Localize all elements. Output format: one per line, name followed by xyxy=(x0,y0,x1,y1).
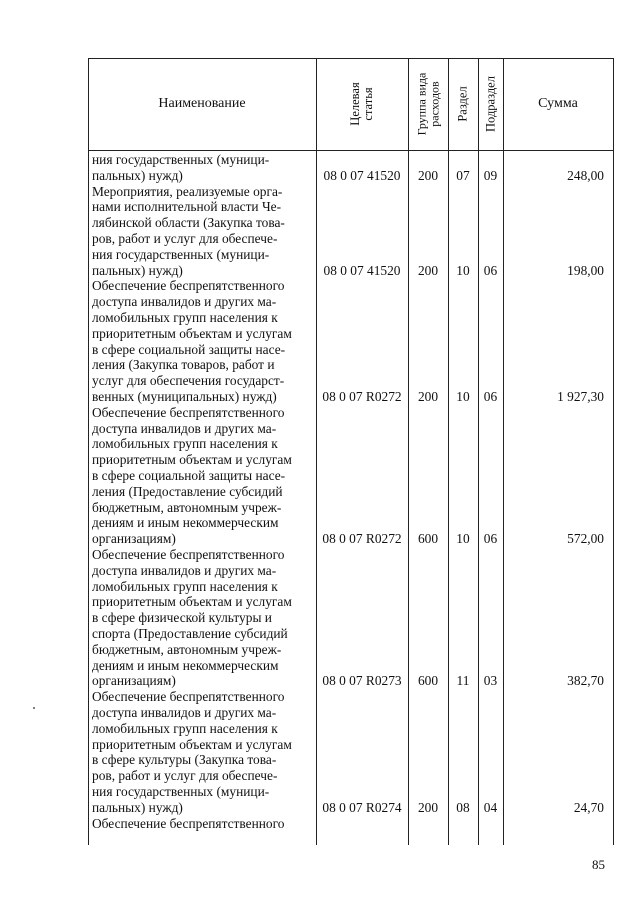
row-5-subsection: 04 xyxy=(483,799,498,815)
row-1-subsection: 06 xyxy=(483,262,498,278)
header-section: Раздел xyxy=(455,86,470,122)
col-border-subsection xyxy=(503,58,504,845)
name-line: в сфере физической культуры и xyxy=(92,610,272,626)
name-line: Обеспечение беспрепятственного xyxy=(92,689,285,705)
row-3-group: 600 xyxy=(417,531,439,547)
row-4-code: 08 0 07 R0273 xyxy=(322,673,402,689)
name-line: приоритетным объектам и услугам xyxy=(92,452,292,468)
name-line: в сфере социальной защиты насе- xyxy=(92,341,286,357)
row-2-group: 200 xyxy=(417,389,439,404)
header-subsection: Подраздел xyxy=(483,76,498,132)
header-bottom-border xyxy=(88,150,613,151)
name-line: ления (Предоставление субсидий xyxy=(92,483,283,499)
name-line: доступа инвалидов и других ма- xyxy=(92,562,277,578)
name-line: организациям) xyxy=(92,531,176,547)
name-line: Обеспечение беспрепятственного xyxy=(92,404,285,420)
name-line: услуг для обеспечения государст- xyxy=(92,373,285,389)
row-2-section: 10 xyxy=(456,389,470,404)
row-2-subsection: 06 xyxy=(483,389,498,404)
name-line: дениям и иным некоммерческим xyxy=(92,657,279,673)
name-line: бюджетным, автономным учреж- xyxy=(92,499,282,515)
row-2-name xyxy=(92,278,311,404)
row-5-name xyxy=(92,689,311,815)
name-line: ров, работ и услуг для обеспече- xyxy=(92,768,278,784)
col-border-right xyxy=(613,58,614,845)
page-number: 85 xyxy=(592,857,605,872)
row-4-section: 11 xyxy=(456,673,470,689)
row-0-code: 08 0 07 41520 xyxy=(323,167,401,183)
row-1-amount: 198,00 xyxy=(567,262,604,278)
name-line: доступа инвалидов и других ма- xyxy=(92,294,277,310)
row-5-amount: 24,70 xyxy=(573,799,604,815)
row-4-group: 600 xyxy=(417,673,439,689)
name-line: Обеспечение беспрепятственного xyxy=(92,815,285,831)
row-4-name xyxy=(92,547,311,689)
row-0-subsection: 09 xyxy=(483,167,498,183)
scan-speck xyxy=(33,707,35,709)
name-line: ния государственных (муници- xyxy=(92,152,270,167)
name-line: приоритетным объектам и услугам xyxy=(92,594,292,610)
name-line: пальных) нужд) xyxy=(92,262,183,278)
name-line: спорта (Предоставление субсидий xyxy=(92,625,288,641)
header-expense-group: Группа вида расходов xyxy=(414,72,441,136)
row-0-name xyxy=(92,152,311,184)
name-line: лябинской области (Закупка това- xyxy=(92,215,285,231)
row-1-code: 08 0 07 41520 xyxy=(323,262,401,278)
row-1-name xyxy=(92,184,311,279)
row-3-amount: 572,00 xyxy=(567,531,604,547)
row-3-subsection: 06 xyxy=(483,531,498,547)
name-line: ров, работ и услуг для обеспече- xyxy=(92,230,278,246)
name-line: ломобильных групп населения к xyxy=(92,578,278,594)
col-border-name xyxy=(316,58,317,845)
name-line: приоритетным объектам и услугам xyxy=(92,736,292,752)
name-line: пальных) нужд) xyxy=(92,167,183,183)
row-0-section: 07 xyxy=(456,167,470,183)
row-2-code: 08 0 07 R0272 xyxy=(322,389,402,404)
row-6-name xyxy=(92,816,311,832)
name-line: дениям и иным некоммерческим xyxy=(92,515,279,531)
name-line: ломобильных групп населения к xyxy=(92,720,278,736)
header-name: Наименование xyxy=(158,96,246,111)
name-line: ломобильных групп населения к xyxy=(92,309,278,325)
row-5-code: 08 0 07 R0274 xyxy=(322,799,402,815)
row-3-code: 08 0 07 R0272 xyxy=(322,531,402,547)
row-5-group: 200 xyxy=(417,799,439,815)
name-line: в сфере социальной защиты насе- xyxy=(92,467,286,483)
name-line: ления (Закупка товаров, работ и xyxy=(92,357,275,373)
row-1-group: 200 xyxy=(417,262,439,278)
name-line: доступа инвалидов и других ма- xyxy=(92,420,277,436)
col-border-left xyxy=(88,58,89,845)
name-line: приоритетным объектам и услугам xyxy=(92,325,292,341)
name-line: нами исполнительной власти Че- xyxy=(92,199,282,215)
name-line: ния государственных (муници- xyxy=(92,783,270,799)
row-5-section: 08 xyxy=(456,799,470,815)
row-4-amount: 382,70 xyxy=(567,673,604,689)
name-line: бюджетным, автономным учреж- xyxy=(92,641,282,657)
name-line: венных (муниципальных) нужд) xyxy=(92,388,277,404)
name-line: Обеспечение беспрепятственного xyxy=(92,278,285,294)
header-sum: Сумма xyxy=(538,96,578,111)
row-0-amount: 248,00 xyxy=(567,167,604,183)
row-1-section: 10 xyxy=(456,262,470,278)
name-line: Обеспечение беспрепятственного xyxy=(92,547,285,562)
name-line: Мероприятия, реализуемые орга- xyxy=(92,183,283,199)
name-line: организациям) xyxy=(92,673,176,689)
row-4-subsection: 03 xyxy=(483,673,498,689)
header-target-article: Целевая статья xyxy=(347,82,375,126)
name-line: доступа инвалидов и других ма- xyxy=(92,704,277,720)
name-line: в сфере культуры (Закупка това- xyxy=(92,752,277,768)
row-3-section: 10 xyxy=(456,531,470,547)
row-3-name xyxy=(92,405,311,547)
name-line: пальных) нужд) xyxy=(92,799,183,815)
name-line: ломобильных групп населения к xyxy=(92,436,278,452)
name-line: ния государственных (муници- xyxy=(92,246,270,262)
row-0-group: 200 xyxy=(417,167,439,183)
row-2-amount: 1 927,30 xyxy=(557,389,604,404)
